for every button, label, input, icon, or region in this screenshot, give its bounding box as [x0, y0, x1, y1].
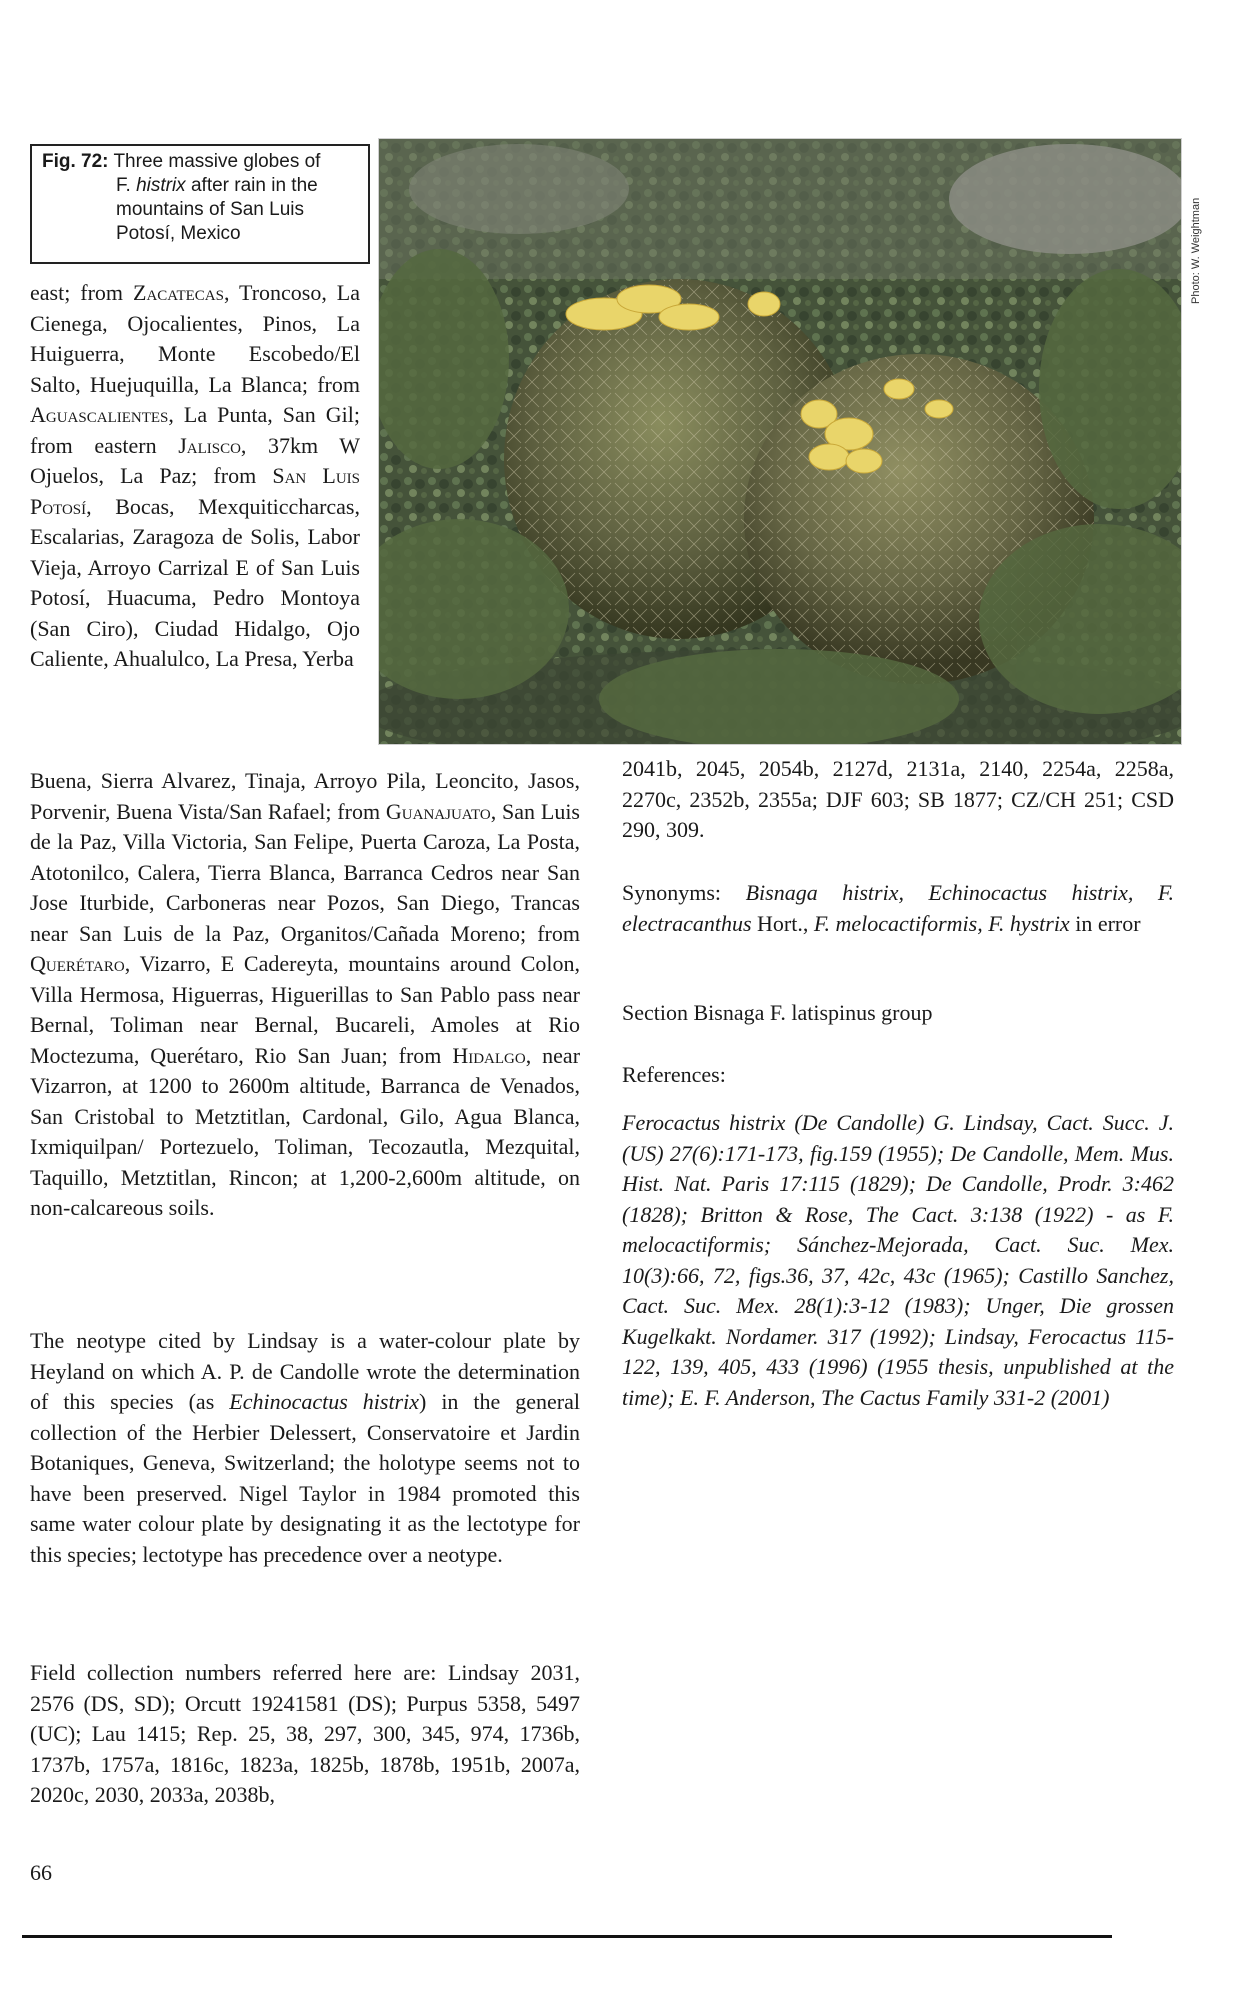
cactus-photo-image [379, 139, 1181, 744]
caption-line-3: mountains of San Luis [116, 199, 305, 220]
page-number: 66 [30, 1860, 52, 1885]
localities-paragraph: east; from Zacatecas, Troncoso, La Cienega, Ojocalientes, Pinos, La Huiguerra, Monte Escobedo/El Salto, Huejuquilla, La Blanca; from Aguascalientes, La Punta, San Gil; from eastern Jalisco, 37km W Ojuelos, La Paz; from San Luis Potosí, Bocas, Mexquiticcharcas, Escalarias, Zaragoza de Solis, Labor Vieja, Arroyo Carrizal E of San Luis Potosí, Huacuma, Pedro Montoya (San Ciro), Ciudad Hidalgo, Ojo Caliente, Ahualulco, La Presa, Yerba [30, 280, 361, 671]
caption-line-1: Fig. 72: Three massive globes of [42, 151, 321, 172]
references-list: Ferocactus histrix (De Candolle) G. Lindsay, Cact. Succ. J. (US) 27(6):171-173, fig.159 (1955); De Candolle, Mem. Mus. Hist. Nat. Paris 17:115 (1829); De Candolle, Prodr. 3:462 (1828); Britton & Rose, The Cact. 3:138 (1922) - as F. melocactiformis; Sánchez-Mejorada, Cact. Suc. Mex. 10(3):66, 72, figs.36, 37, 42c, 43c (1965); Castillo Sanchez, Cact. Suc. Mex. 28(1):3-12 (1983); Unger, Die grossen Kugelkakt. Nordamer. 317 (1992); Lindsay, Ferocactus 115-122, 139, 405, 433 (1996) (1955 thesis, unpublished at the time); E. F. Anderson, The Cactus Family 331-2 (2001) [622, 1110, 1174, 1410]
localities-paragraph-cont: Buena, Sierra Alvarez, Tinaja, Arroyo Pila, Leoncito, Jasos, Porvenir, Buena Vista/San Rafael; from Guanajuato, San Luis de la Paz, Villa Victoria, San Felipe, Puerta Caroza, La Posta, Atotonilco, Calera, Tierra Blanca, Barranca Cedros near San Jose Iturbide, Carboneras near Pozos, San Diego, Trancas near San Luis de la Paz, Organitos/Cañada Moreno; from Querétaro, Vizarro, E Cadereyta, mountains around Colon, Villa Hermosa, Higuerras, Higuerillas to San Pablo pass near Bernal, Toliman near Bernal, Bucareli, Amoles at Rio Moctezuma, Querétaro, Rio San Juan; from Hidalgo, near Vizarron, at 1200 to 2600m altitude, Barranca de Venados, San Cristobal to Metztitlan, Cardonal, Gilo, Agua Blanca, Ixmiquilpan/ Portezuelo, Toliman, Tecozautla, Mezquital, Taquillo, Metztitlan, Rincon; at 1,200-2,600m altitude, on non-calcareous soils. [30, 768, 581, 1220]
field-numbers-continued: 2041b, 2045, 2054b, 2127d, 2131a, 2140, 2254a, 2258a, 2270c, 2352b, 2355a; DJF 603; SB 1877; CZ/CH 251; CSD 290, 309. [622, 756, 1174, 842]
cactus-photo [378, 138, 1182, 745]
photo-credit: Photo: W. Weightman [1190, 197, 1202, 304]
neotype-paragraph: The neotype cited by Lindsay is a water-colour plate by Heyland on which A. P. de Candolle wrote the determination of this species (as Echinocactus histrix) in the general collection of the Herbier Delessert, Conservatoire et Jardin Botaniques, Geneva, Switzerland; the holotype seems not to have been preserved. Nigel Taylor in 1984 promoted this same water colour plate by designating it as the lectotype for this species; lectotype has precedence over a neotype. [30, 1328, 581, 1567]
synonyms-paragraph: Synonyms: Bisnaga histrix, Echinocactus histrix, F. electracanthus Hort., F. melocactiformis, F. hystrix in error [622, 880, 1175, 936]
section-line: Section Bisnaga F. latispinus group [622, 1000, 933, 1025]
figure-caption [30, 144, 370, 264]
field-numbers-paragraph: Field collection numbers referred here are: Lindsay 2031, 2576 (DS, SD); Orcutt 19241581 (DS); Purpus 5358, 5497 (UC); Lau 1415; Rep. 25, 38, 297, 300, 345, 974, 1736b, 1737b, 1757a, 1816c, 1823a, 1825b, 1878b, 1951b, 2007a, 2020c, 2030, 2033a, 2038b, [30, 1660, 580, 1807]
caption-line-2: F. histrix after rain in the [116, 175, 318, 196]
references-heading: References: [622, 1062, 726, 1087]
footer-rule [22, 1935, 1112, 1938]
caption-label: Fig. 72: [42, 151, 109, 172]
caption-line-4: Potosí, Mexico [116, 223, 241, 244]
